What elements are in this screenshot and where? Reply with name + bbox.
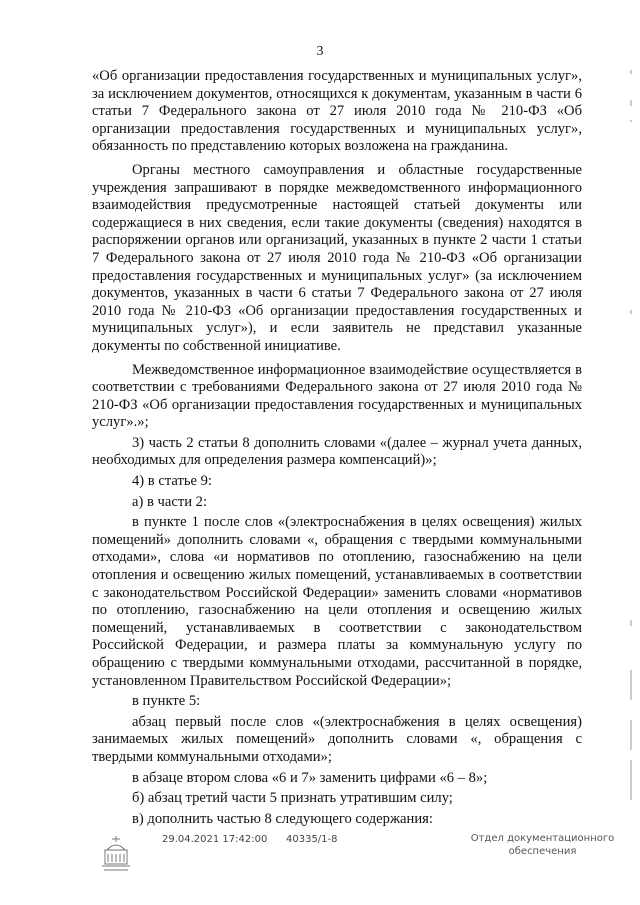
page-number: 3 <box>316 44 324 59</box>
paragraph: а) в части 2: <box>132 493 208 510</box>
paragraph: б) абзац третий части 5 признать утратившим силу; <box>132 790 453 807</box>
paragraph: Органы местного самоуправления и областные государственные учреждения запрашивают в порядке межведомственного информационного взаимодействия предусмотренные настоящей статьей документы или содержащиеся в них сведения, если такие документы (сведения) находятся в распоряжении органов или организаций, указанных в пункте 2 части 1 статьи 7 Федерального закона от 27 июля 2010 года № 210-ФЗ «Об организации предоставления государственных и муниципальных услуг» (за исключением документов, указанных в части 6 статьи 7 Федерального закона от 27 июля 2010 года № 210-ФЗ «Об организации предоставления государственных и муниципальных услуг»), и если заявитель не представил указанные документы по собственной инициативе. <box>92 161 582 354</box>
paragraph: в пункте 1 после слов «(электроснабжения в целях освещения) жилых помещений» дополнить словами «, обращения с твердыми коммунальными отходами», слова «и нормативов по отоплению, газоснабжению на цели отопления и освещению жилых помещений, устанавливаемых в соответствии с законодательством Российской Федерации» заменить словами «нормативов по отоплению, газоснабжению на цели отопления и освещению жилых помещений, устанавливаемых в соответствии с законодательством Российской Федерации, и размера платы за коммунальную услугу по обращению с твердыми коммунальными отходами, рассчитанной в порядке, установленном Правительством Российской Федерации»; <box>92 514 582 689</box>
emblem-icon <box>98 832 134 880</box>
paragraph: в абзаце втором слова «6 и 7» заменить цифрами «6 – 8»; <box>132 769 488 786</box>
document-footer <box>0 832 640 892</box>
paragraph: 4) в статье 9: <box>132 473 212 490</box>
paragraph: в) дополнить частью 8 следующего содержания: <box>132 810 433 827</box>
paragraph: Межведомственное информационное взаимодействие осуществляется в соответствии с требованиями Федерального закона от 27 июля 2010 года № 210-ФЗ «Об организации предоставления государственных и муниципальных услуг».»; <box>92 361 582 431</box>
paragraph: абзац первый после слов «(электроснабжения в целях освещения) занимаемых жилых помещений» дополнить словами «, обращения с твердыми коммунальными отходами»; <box>92 713 582 765</box>
document-body <box>92 68 582 828</box>
footer-datetime: 29.04.2021 17:42:00 <box>162 834 268 845</box>
paragraph: 3) часть 2 статьи 8 дополнить словами «(далее – журнал учета данных, необходимых для определения размера компенсаций)»; <box>92 434 582 469</box>
footer-doc-number: 40335/1-8 <box>286 834 338 845</box>
margin-scan-marks <box>628 60 634 840</box>
paragraph: в пункте 5: <box>132 693 201 710</box>
paragraph: «Об организации предоставления государственных и муниципальных услуг», за исключением документов, относящихся к документам, указанным в части 6 статьи 7 Федерального закона от 27 июля 2010 года № 210-ФЗ «Об организации предоставления государственных и муниципальных услуг», обязанность по представлению которых возложена на гражданина. <box>92 68 582 155</box>
footer-department: Отдел документационного обеспечения <box>470 833 615 857</box>
